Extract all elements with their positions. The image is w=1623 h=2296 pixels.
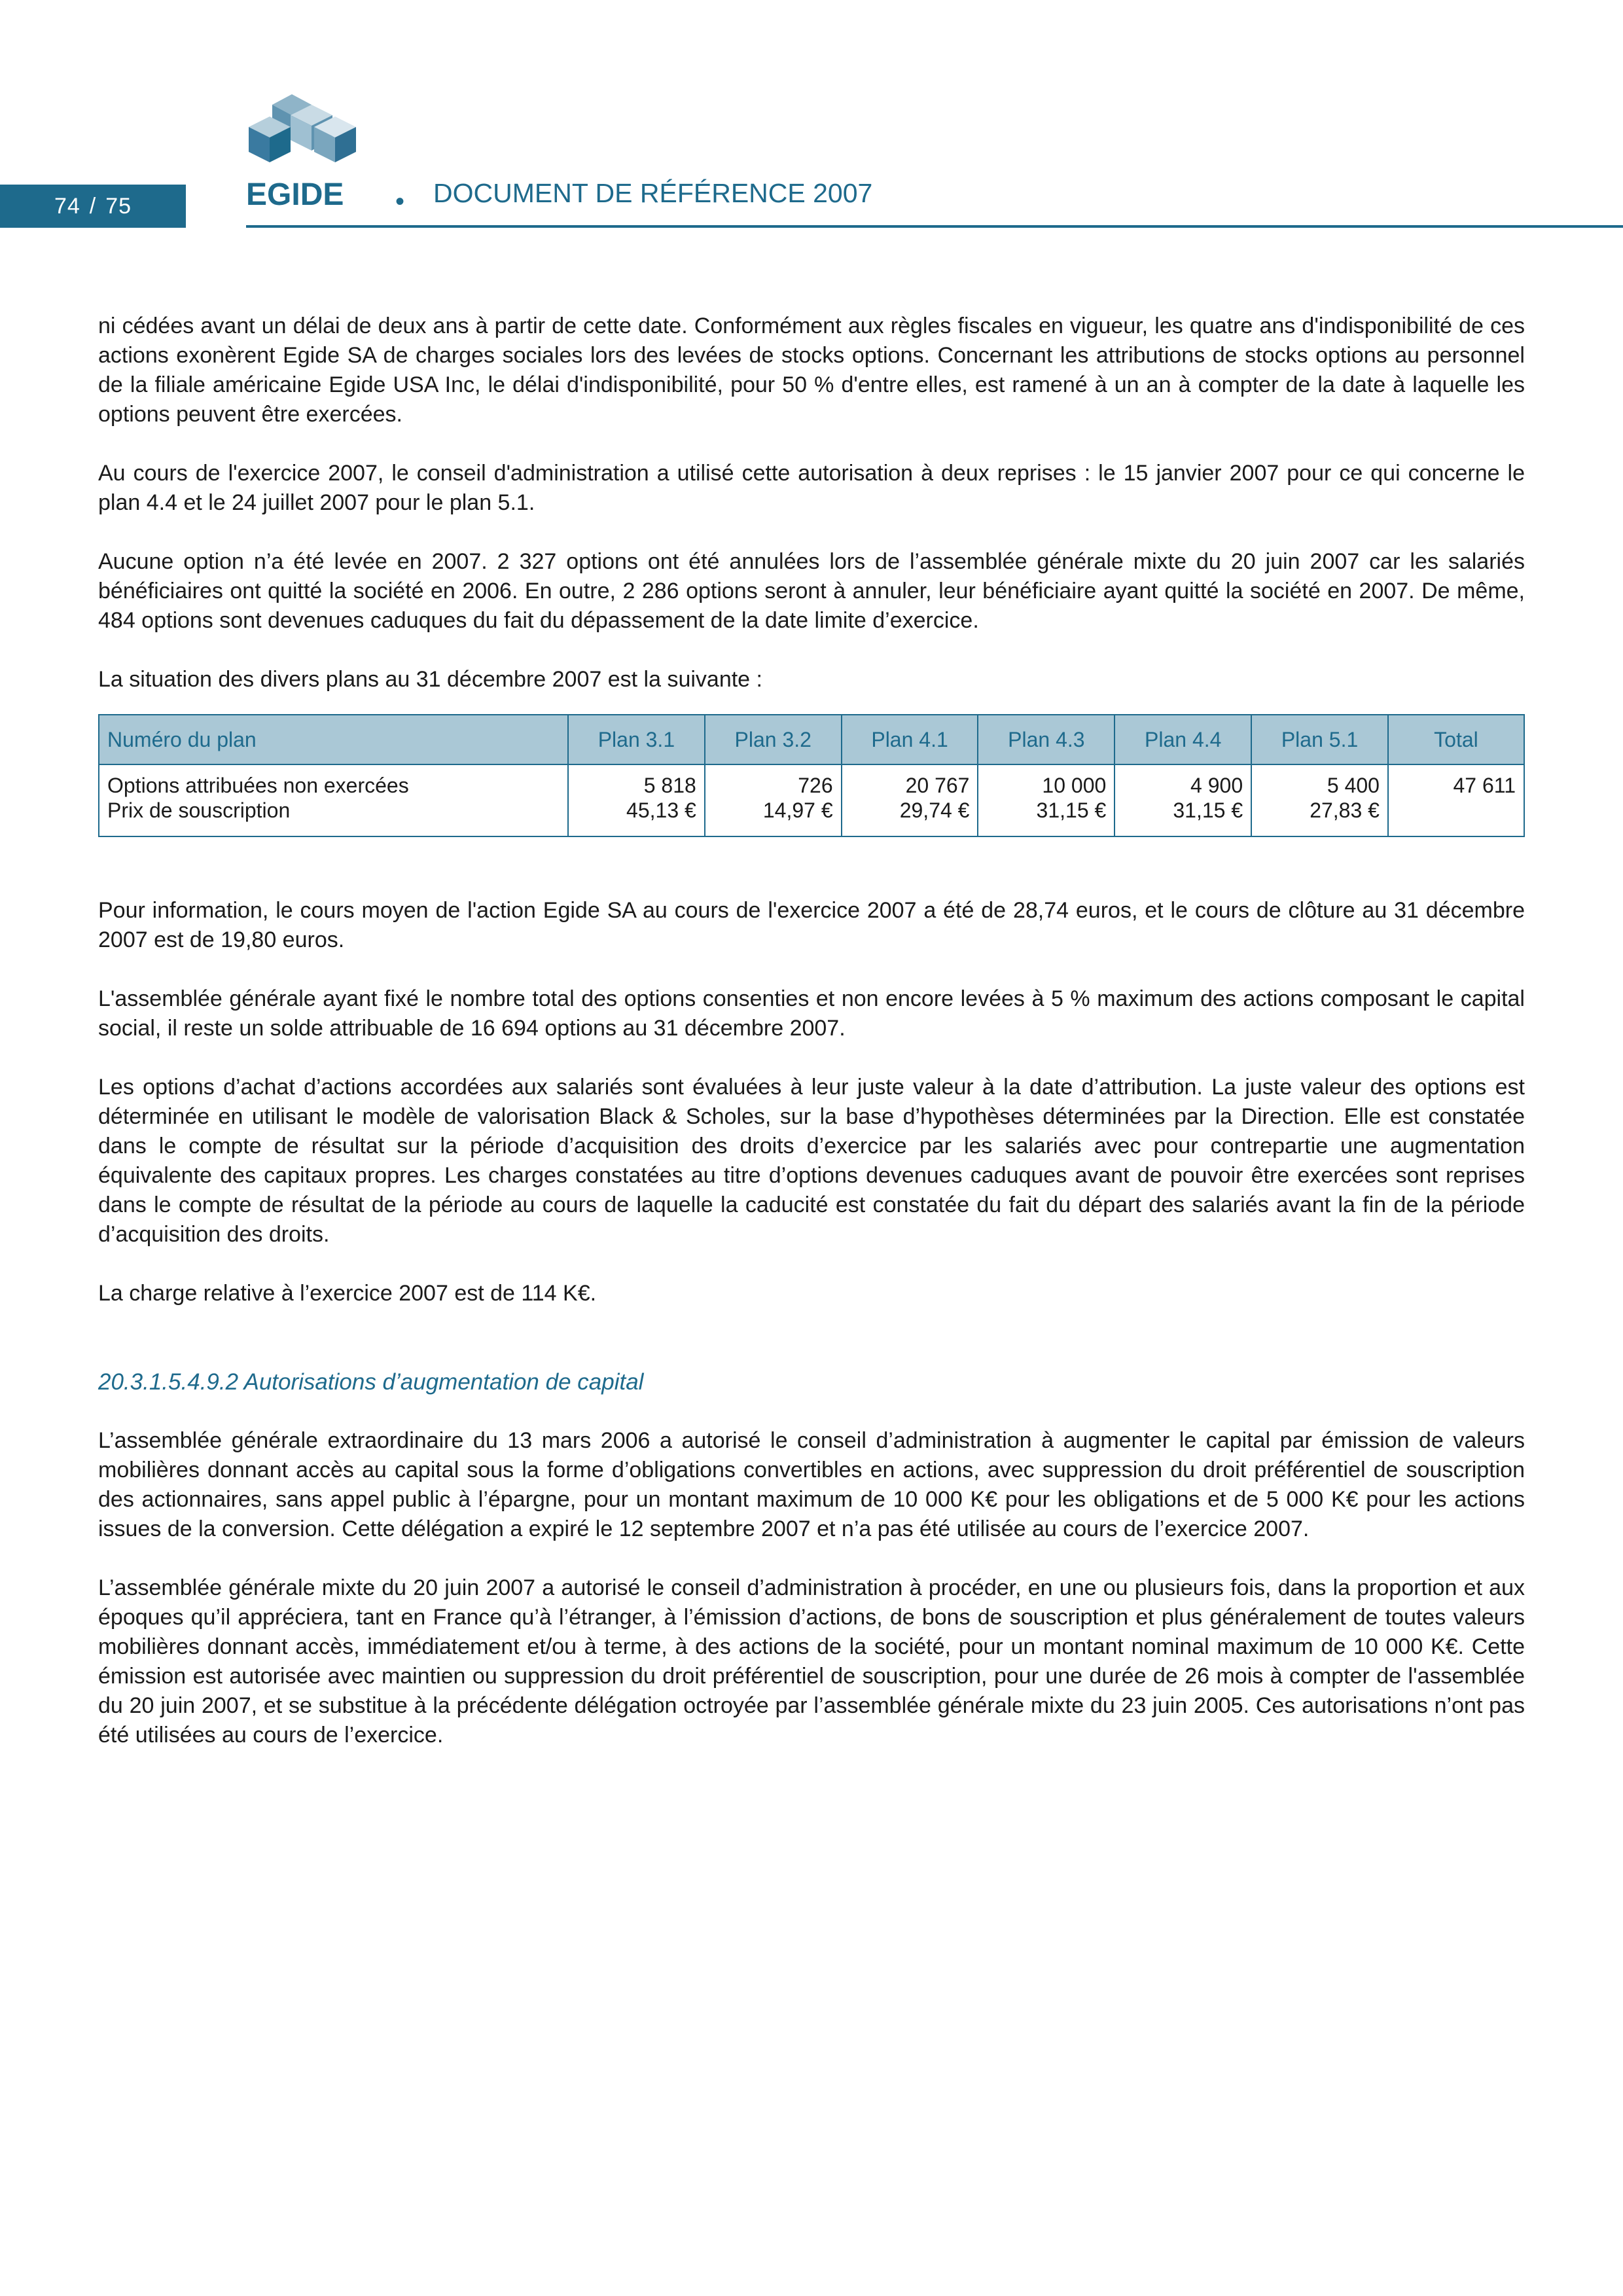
- price-value: 27,83 €: [1310, 798, 1380, 822]
- stock-options-plans-table: [98, 714, 1525, 837]
- paragraph: L’assemblée générale mixte du 20 juin 2007 a autorisé le conseil d’administration à procéder, en une ou plusieurs fois, dans la proportion et aux époques qu’il appréciera, tant en France qu’à l’étranger, à l’émission d’actions, de bons de souscription et plus généralement de toutes valeurs mobilières donnant accès, immédiatement et/ou à terme, à des actions de la société, pour un montant nominal maximum de 10 000 K€. Cette émission est autorisée avec maintien ou suppression du droit préférentiel de souscription, pour une durée de 26 mois à compter de l'assemblée du 20 juin 2007, et se substitue à la précédente délégation octroyée par l’assemblée générale mixte du 23 juin 2005. Ces autorisations n’ont pas été utilisées au cours de l’exercice.: [98, 1575, 1525, 1748]
- paragraph: Pour information, le cours moyen de l'action Egide SA au cours de l'exercice 2007 a été de 28,74 euros, et le cours de clôture au 31 décembre 2007 est de 19,80 euros.: [98, 898, 1525, 952]
- options-value: 10 000: [1042, 774, 1107, 797]
- price-value: 14,97 €: [762, 798, 833, 822]
- options-value: 20 767: [905, 774, 970, 797]
- paragraph: La charge relative à l’exercice 2007 est de 114 K€.: [98, 1281, 597, 1306]
- table-cell: [1251, 764, 1388, 836]
- options-value: 5 400: [1327, 774, 1380, 797]
- table-header-cell: Plan 4.1: [842, 715, 978, 764]
- table-header-cell: Numéro du plan: [99, 715, 568, 764]
- options-value: 5 818: [643, 774, 696, 797]
- price-value: 29,74 €: [899, 798, 970, 822]
- table-header-cell: Plan 3.1: [568, 715, 705, 764]
- paragraph: Aucune option n’a été levée en 2007. 2 327 options ont été annulées lors de l’assemblée générale mixte du 20 juin 2007 car les salariés bénéficiaires ont quitté la société en 2006. En outre, 2 286 options seront à annuler, leur bénéficiaire ayant quitté la société en 2007. De même, 484 options sont devenues caduques du fait du dépassement de la date limite d’exercice.: [98, 549, 1525, 633]
- paragraph: L’assemblée générale extraordinaire du 13 mars 2006 a autorisé le conseil d’administration à augmenter le capital par émission de valeurs mobilières donnant accès au capital sous la forme d’obligations convertibles en actions, avec suppression du droit préférentiel de souscription des actionnaires, sans appel public à l’épargne, pour un montant maximum de 10 000 K€ pour les obligations et de 5 000 K€ pour les actions issues de la conversion. Cette délégation a expiré le 12 septembre 2007 et n’a pas été utilisée au cours de l’exercice 2007.: [98, 1428, 1525, 1541]
- paragraph: Au cours de l'exercice 2007, le conseil d'administration a utilisé cette autorisation à deux reprises : le 15 janvier 2007 pour ce qui concerne le plan 4.4 et le 24 juillet 2007 pour le plan 5.1.: [98, 461, 1525, 515]
- table-cell: [842, 764, 978, 836]
- table-cell: [978, 764, 1115, 836]
- table-header-cell: Plan 3.2: [705, 715, 842, 764]
- row-label-options: Options attribuées non exercées: [107, 774, 409, 797]
- paragraph: ni cédées avant un délai de deux ans à partir de cette date. Conformément aux règles fiscales en vigueur, les quatre ans d'indisponibilité de ces actions exonèrent Egide SA de charges sociales lors des levées de stocks options. Concernant les attributions de stocks options au personnel de la filiale américaine Egide USA Inc, le délai d'indisponibilité, pour 50 % d'entre elles, est ramené à un an à compter de la date à laquelle les options peuvent être exercées.: [98, 314, 1525, 427]
- table-header-cell: Plan 4.3: [978, 715, 1115, 764]
- options-value: 4 900: [1190, 774, 1243, 797]
- page-number-tab: [0, 185, 186, 228]
- row-label-price: Prix de souscription: [107, 798, 291, 822]
- table-row: [99, 764, 1524, 836]
- header-divider: [246, 225, 1623, 228]
- table-cell: [568, 764, 705, 836]
- table-header-cell: Plan 4.4: [1115, 715, 1251, 764]
- page-separator: /: [89, 193, 97, 219]
- price-value: 45,13 €: [626, 798, 696, 822]
- header-bullet: •: [395, 187, 405, 216]
- section-heading: 20.3.1.5.4.9.2 Autorisations d’augmentation de capital: [98, 1369, 644, 1395]
- options-total-value: 47 611: [1453, 774, 1516, 797]
- paragraph: L'assemblée générale ayant fixé le nombre total des options consenties et non encore levées à 5 % maximum des actions composant le capital social, il reste un solde attribuable de 16 694 options au 31 décembre 2007.: [98, 986, 1525, 1041]
- paragraph: Les options d’achat d’actions accordées aux salariés sont évaluées à leur juste valeur à la date d’attribution. La juste valeur des options est déterminée en utilisant le modèle de valorisation Black & Scholes, sur la base d’hypothèses déterminées par la Direction. Elle est constatée dans le compte de résultat sur la période d’acquisition des droits d’exercice par les salariés avec pour contrepartie une augmentation équivalente des capitaux propres. Les charges constatées au titre d’options devenues caduques avant de pouvoir être exercées sont reprises dans le compte de résultat de la période au cours de laquelle la caducité est constatée du fait du départ des salariés avant la fin de la période d’acquisition des droits.: [98, 1075, 1525, 1247]
- table-cell: [705, 764, 842, 836]
- table-row-labels: [99, 764, 568, 836]
- price-value: 31,15 €: [1173, 798, 1243, 822]
- paragraph: La situation des divers plans au 31 décembre 2007 est la suivante :: [98, 667, 762, 692]
- page-current: 74: [54, 193, 80, 219]
- page-total: 75: [105, 193, 132, 219]
- options-value: 726: [798, 774, 833, 797]
- table-header-row: [99, 715, 1524, 764]
- table-cell-total: [1388, 764, 1524, 836]
- table-cell: [1115, 764, 1251, 836]
- main-content: [98, 312, 1525, 1780]
- price-value: 31,15 €: [1036, 798, 1107, 822]
- table-header-cell: Plan 5.1: [1251, 715, 1388, 764]
- document-title: DOCUMENT DE RÉFÉRENCE 2007: [433, 178, 873, 208]
- table-header-cell: Total: [1388, 715, 1524, 764]
- egide-logo-text: EGIDE: [246, 177, 344, 212]
